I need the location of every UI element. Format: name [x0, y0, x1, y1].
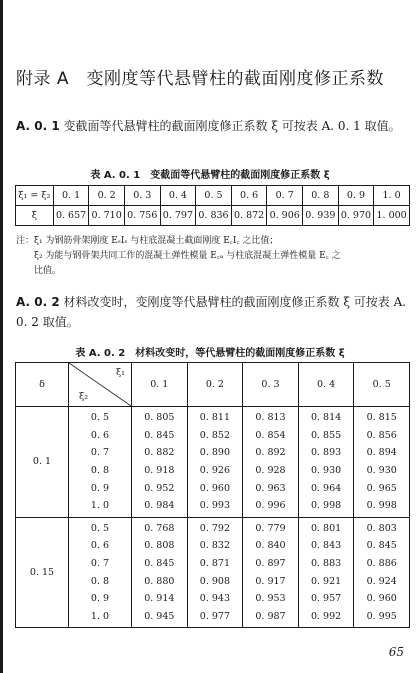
table-cell: 0. 871: [187, 555, 243, 573]
table-row: [16, 555, 410, 573]
table-cell: 0. 914: [132, 590, 188, 608]
table-cell: 0. 998: [298, 497, 354, 517]
xi1-header-cell: 0. 5: [354, 363, 410, 407]
table-header-label: ξ₁ = ξ₂: [16, 186, 54, 206]
table-row: [16, 537, 410, 555]
table-cell: 0. 854: [243, 427, 299, 445]
table-cell: 0. 797: [160, 206, 196, 226]
table-cell: 0. 917: [243, 572, 299, 590]
table-header-cell: 0. 4: [160, 186, 196, 206]
note-line: 注：ξ₁ 为钢筋骨架刚度 EₛIₛ 与柱底混凝土截面刚度 E꜀I꜀ 之比值；: [16, 236, 279, 246]
table-cell: 0. 996: [243, 497, 299, 517]
table-cell: 0. 855: [298, 427, 354, 445]
table-cell: 0. 779: [243, 517, 299, 537]
table-cell: 0. 890: [187, 444, 243, 462]
table-cell: 0. 832: [187, 537, 243, 555]
table-header-cell: 0. 8: [303, 186, 339, 206]
table-cell: 0. 808: [132, 537, 188, 555]
table-cell: 0. 845: [354, 537, 410, 555]
xi2-value: 0. 9: [69, 590, 132, 608]
table-cell: 0. 984: [132, 497, 188, 517]
xi2-value: 0. 7: [69, 555, 132, 573]
table-cell: 0. 756: [124, 206, 160, 226]
table-row: [16, 407, 410, 427]
table-cell: 0. 813: [243, 407, 299, 427]
table-cell: 0. 815: [354, 407, 410, 427]
table-cell: 0. 805: [132, 407, 188, 427]
table-cell: 0. 882: [132, 444, 188, 462]
table-header-cell: 0. 3: [124, 186, 160, 206]
table-header-cell: 0. 2: [89, 186, 125, 206]
table-cell: 0. 792: [187, 517, 243, 537]
table-row: [16, 462, 410, 480]
table-cell: 0. 814: [298, 407, 354, 427]
table-cell: 0. 886: [354, 555, 410, 573]
table-row: [16, 608, 410, 628]
table-row: [16, 497, 410, 517]
note-line: 比值。: [34, 266, 62, 276]
table-cell: 0. 843: [298, 537, 354, 555]
xi2-value: 1. 0: [69, 608, 132, 628]
xi2-value: 0. 6: [69, 537, 132, 555]
table-cell: 0. 710: [89, 206, 125, 226]
table-cell: 0. 952: [132, 479, 188, 497]
table-cell: 0. 872: [231, 206, 267, 226]
table-a02: [15, 362, 410, 628]
xi2-value: 0. 5: [69, 407, 132, 427]
table-cell: 0. 987: [243, 608, 299, 628]
table-cell: 0. 880: [132, 572, 188, 590]
table-cell: 0. 852: [187, 427, 243, 445]
xi2-value: 0. 5: [69, 517, 132, 537]
table-a02-caption: 表 A. 0. 2 材料改变时，等代悬臂柱的截面刚度修正系数 ξ: [75, 348, 345, 359]
section-text: 材料改变时，变刚度等代悬臂柱的截面刚度修正系数 ξ 可按表 A. 0. 2 取值。: [16, 295, 407, 329]
table-cell: 0. 657: [53, 206, 89, 226]
table-row: [16, 572, 410, 590]
table-cell: 0. 768: [132, 517, 188, 537]
page-edge-bar: [0, 0, 3, 673]
xi1-label: ξ₁: [115, 367, 125, 378]
table-cell: 0. 897: [243, 555, 299, 573]
table-cell: 0. 894: [354, 444, 410, 462]
table-header-cell: 0. 7: [267, 186, 303, 206]
table-cell: 0. 908: [187, 572, 243, 590]
table-cell: 0. 992: [298, 608, 354, 628]
table-cell: 0. 995: [354, 608, 410, 628]
table-cell: 0. 811: [187, 407, 243, 427]
table-cell: 0. 957: [298, 590, 354, 608]
table-cell: 0. 960: [187, 479, 243, 497]
table-header-cell: 1. 0: [374, 186, 410, 206]
table-header-cell: 0. 1: [53, 186, 89, 206]
table-a01: [15, 185, 410, 226]
xi1-header-cell: 0. 3: [243, 363, 299, 407]
table-cell: 0. 803: [354, 517, 410, 537]
table-row-label: ξ: [16, 206, 54, 226]
table-header-cell: 0. 9: [338, 186, 374, 206]
table-header-cell: 0. 6: [231, 186, 267, 206]
delta-header: δ: [16, 363, 69, 407]
table-cell: 0. 924: [354, 572, 410, 590]
table-cell: 0. 845: [132, 427, 188, 445]
table-cell: 0. 965: [354, 479, 410, 497]
table-row: [16, 444, 410, 462]
section-a01: [16, 116, 408, 136]
xi1-header-cell: 0. 2: [187, 363, 243, 407]
section-a02: [16, 292, 408, 332]
table-cell: 0. 970: [338, 206, 374, 226]
page-number: 65: [388, 645, 404, 659]
table-cell: 0. 892: [243, 444, 299, 462]
table-cell: 0. 906: [267, 206, 303, 226]
xi2-value: 0. 8: [69, 572, 132, 590]
section-text: 变截面等代悬臂柱的截面刚度修正系数 ξ 可按表 A. 0. 1 取值。: [63, 119, 401, 133]
table-row: [16, 517, 410, 537]
table-cell: 0. 993: [187, 497, 243, 517]
xi2-value: 0. 6: [69, 427, 132, 445]
table-cell: 0. 998: [354, 497, 410, 517]
table-cell: 0. 926: [187, 462, 243, 480]
table-cell: 0. 977: [187, 608, 243, 628]
section-number: A. 0. 1: [16, 119, 60, 133]
table-a01-notes: [16, 234, 410, 279]
table-cell: 0. 840: [243, 537, 299, 555]
delta-value: 0. 15: [16, 517, 69, 628]
xi2-value: 0. 9: [69, 479, 132, 497]
note-line: ξ₂ 为能与钢骨架共同工作的混凝土弹性模量 E꜀ₐ 与柱底混凝土弹性模量 E꜀ 之: [34, 251, 341, 261]
xi1-header-cell: 0. 1: [132, 363, 188, 407]
table-cell: 0. 930: [298, 462, 354, 480]
section-number: A. 0. 2: [16, 295, 60, 309]
xi2-label: ξ₂: [79, 391, 89, 402]
table-row: [16, 590, 410, 608]
table-cell: 0. 836: [196, 206, 232, 226]
xi2-value: 0. 8: [69, 462, 132, 480]
xi2-value: 1. 0: [69, 497, 132, 517]
table-cell: 1. 000: [374, 206, 410, 226]
table-cell: 0. 930: [354, 462, 410, 480]
xi2-value: 0. 7: [69, 444, 132, 462]
table-a01-caption: 表 A. 0. 1 变截面等代悬臂柱的截面刚度修正系数 ξ: [90, 170, 330, 181]
table-cell: 0. 963: [243, 479, 299, 497]
table-cell: 0. 960: [354, 590, 410, 608]
table-cell: 0. 801: [298, 517, 354, 537]
delta-value: 0. 1: [16, 407, 69, 518]
table-cell: 0. 943: [187, 590, 243, 608]
table-cell: 0. 928: [243, 462, 299, 480]
appendix-title: 附录 A 变刚度等代悬臂柱的截面刚度修正系数: [16, 69, 385, 89]
table-cell: 0. 856: [354, 427, 410, 445]
diagonal-header-cell: [69, 363, 132, 407]
table-cell: 0. 883: [298, 555, 354, 573]
table-row: [16, 479, 410, 497]
table-cell: 0. 939: [303, 206, 339, 226]
table-cell: 0. 964: [298, 479, 354, 497]
xi1-header-cell: 0. 4: [298, 363, 354, 407]
table-cell: 0. 953: [243, 590, 299, 608]
table-header-cell: 0. 5: [196, 186, 232, 206]
table-cell: 0. 893: [298, 444, 354, 462]
table-cell: 0. 921: [298, 572, 354, 590]
table-cell: 0. 945: [132, 608, 188, 628]
table-cell: 0. 918: [132, 462, 188, 480]
table-cell: 0. 845: [132, 555, 188, 573]
table-row: [16, 427, 410, 445]
